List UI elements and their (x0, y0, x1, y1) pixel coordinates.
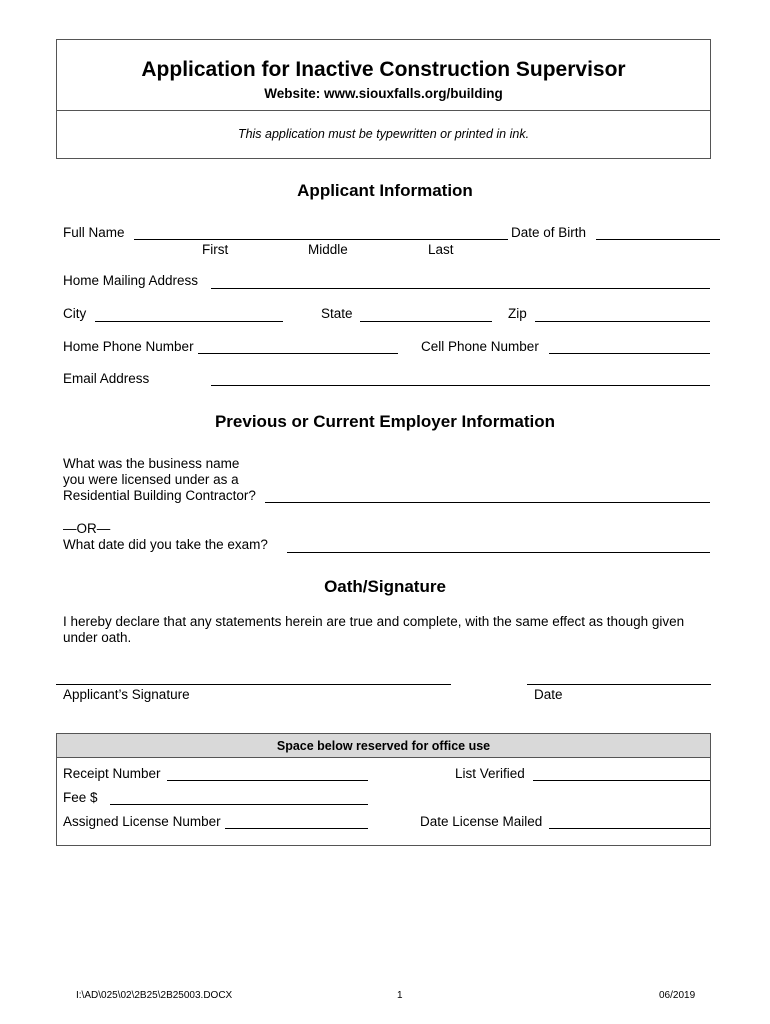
full-name-field[interactable] (134, 239, 508, 240)
signature-field[interactable] (56, 684, 451, 685)
middle-sublabel: Middle (308, 242, 348, 257)
mailing-label: Home Mailing Address (63, 273, 199, 288)
license-mailed-label: Date License Mailed (420, 814, 543, 829)
office-use-heading: Space below reserved for office use (276, 739, 491, 753)
cell-phone-field[interactable] (549, 353, 710, 354)
first-sublabel: First (202, 242, 229, 257)
business-name-field[interactable] (265, 502, 710, 503)
exam-date-field[interactable] (287, 552, 710, 553)
footer-page-number: 1 (397, 990, 403, 1001)
assigned-license-field[interactable] (225, 828, 368, 829)
mailing-field[interactable] (211, 288, 710, 289)
business-question-line1: What was the business name (63, 456, 240, 471)
list-verified-field[interactable] (533, 780, 710, 781)
zip-label: Zip (508, 306, 527, 321)
email-field[interactable] (211, 385, 710, 386)
business-question-line2: you were licensed under as a (63, 472, 239, 487)
city-label: City (63, 306, 87, 321)
city-field[interactable] (95, 321, 283, 322)
footer-file-path: I:\AD\025\02\2B25\2B25003.DOCX (76, 990, 233, 1001)
applicant-heading: Applicant Information (297, 181, 473, 200)
fee-label: Fee $ (63, 790, 98, 805)
dob-field[interactable] (596, 239, 720, 240)
signature-date-field[interactable] (527, 684, 711, 685)
dob-label: Date of Birth (511, 225, 587, 240)
state-label: State (321, 306, 353, 321)
last-sublabel: Last (428, 242, 454, 257)
signature-date-label: Date (534, 687, 563, 702)
header-divider (56, 110, 711, 111)
form-title: Application for Inactive Construction Supervisor (141, 58, 626, 81)
employer-heading: Previous or Current Employer Information (214, 412, 556, 431)
oath-text-line2: under oath. (63, 630, 132, 645)
cell-phone-label: Cell Phone Number (421, 339, 539, 354)
website-line: Website: www.siouxfalls.org/building (264, 86, 503, 101)
or-separator: —OR— (63, 521, 111, 536)
state-field[interactable] (360, 321, 492, 322)
exam-date-question: What date did you take the exam? (63, 537, 268, 552)
oath-heading: Oath/Signature (324, 577, 446, 596)
receipt-field[interactable] (167, 780, 368, 781)
signature-label: Applicant’s Signature (63, 687, 190, 702)
receipt-label: Receipt Number (63, 766, 161, 781)
full-name-label: Full Name (63, 225, 125, 240)
zip-field[interactable] (535, 321, 710, 322)
footer-revision-date: 06/2019 (659, 990, 696, 1001)
home-phone-label: Home Phone Number (63, 339, 194, 354)
email-label: Email Address (63, 371, 150, 386)
list-verified-label: List Verified (455, 766, 525, 781)
ink-notice: This application must be typewritten or printed in ink. (237, 127, 530, 141)
business-question-line3: Residential Building Contractor? (63, 488, 256, 503)
oath-text-line1: I hereby declare that any statements herein are true and complete, with the same effect as though given (63, 614, 685, 629)
home-phone-field[interactable] (198, 353, 398, 354)
assigned-license-label: Assigned License Number (63, 814, 221, 829)
license-mailed-field[interactable] (549, 828, 710, 829)
fee-field[interactable] (110, 804, 368, 805)
